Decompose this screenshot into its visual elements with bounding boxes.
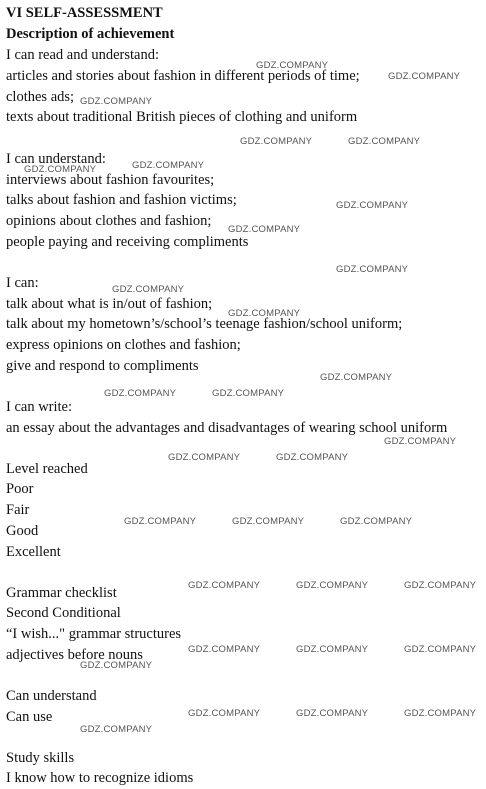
watermark: GDZ.COMPANY [24,164,97,175]
watermark: GDZ.COMPANY [404,580,477,591]
grammar-item: Second Conditional [6,605,121,621]
level-option: Excellent [6,544,61,560]
watermark: GDZ.COMPANY [256,60,329,71]
grammar-item: “I wish..." grammar structures [6,626,182,642]
understanding-item: opinions about clothes and fashion; [6,213,212,229]
level-title: Level reached [6,461,88,477]
watermark: GDZ.COMPANY [384,436,457,447]
study-skills-title: Study skills [6,750,75,766]
understanding-intro: I can understand: [6,151,106,167]
speaking-item: talk about my hometown’s/school’s teenage fashion/school uniform; [6,316,403,332]
watermark: GDZ.COMPANY [340,516,413,527]
reading-intro: I can read and understand: [6,47,159,63]
watermark: GDZ.COMPANY [232,516,305,527]
watermark: GDZ.COMPANY [80,96,153,107]
watermark: GDZ.COMPANY [404,708,477,719]
watermark: GDZ.COMPANY [336,264,409,275]
understanding-item: people paying and receiving compliments [6,234,249,250]
speaking-item: give and respond to compliments [6,358,199,374]
watermark: GDZ.COMPANY [296,708,369,719]
watermark: GDZ.COMPANY [188,644,261,655]
watermark: GDZ.COMPANY [112,284,185,295]
page-subtitle: Description of achievement [6,26,175,42]
watermark: GDZ.COMPANY [388,71,461,82]
watermark: GDZ.COMPANY [348,136,421,147]
watermark: GDZ.COMPANY [132,160,205,171]
watermark: GDZ.COMPANY [336,200,409,211]
watermark: GDZ.COMPANY [80,660,153,671]
speaking-item: talk about what is in/out of fashion; [6,296,213,312]
watermark: GDZ.COMPANY [188,708,261,719]
reading-item: clothes ads; [6,89,75,105]
watermark: GDZ.COMPANY [296,580,369,591]
study-skills-item: I know how to recognize idioms [6,770,194,786]
watermark: GDZ.COMPANY [104,388,177,399]
grammar-title: Grammar checklist [6,585,117,601]
watermark: GDZ.COMPANY [404,644,477,655]
watermark: GDZ.COMPANY [228,308,301,319]
grammar-item: adjectives before nouns [6,647,143,663]
level-option: Poor [6,481,34,497]
watermark: GDZ.COMPANY [240,136,313,147]
watermark: GDZ.COMPANY [296,644,369,655]
page-title: VI SELF-ASSESSMENT [6,5,163,21]
can-understand-label: Can understand [6,688,97,704]
writing-item: an essay about the advantages and disadvantages of wearing school uniform [6,420,448,436]
speaking-item: express opinions on clothes and fashion; [6,337,241,353]
reading-item: texts about traditional British pieces of clothing and uniform [6,109,358,125]
level-option: Good [6,523,39,539]
understanding-item: interviews about fashion favourites; [6,172,215,188]
understanding-item: talks about fashion and fashion victims; [6,192,237,208]
speaking-intro: I can: [6,275,39,291]
watermark: GDZ.COMPANY [124,516,197,527]
can-use-label: Can use [6,709,53,725]
watermark: GDZ.COMPANY [212,388,285,399]
watermark: GDZ.COMPANY [80,724,153,735]
watermark: GDZ.COMPANY [228,224,301,235]
watermark: GDZ.COMPANY [320,372,393,383]
watermark: GDZ.COMPANY [188,580,261,591]
level-option: Fair [6,502,30,518]
watermark: GDZ.COMPANY [168,452,241,463]
writing-intro: I can write: [6,399,73,415]
reading-item: articles and stories about fashion in different periods of time; [6,68,360,84]
watermark: GDZ.COMPANY [276,452,349,463]
